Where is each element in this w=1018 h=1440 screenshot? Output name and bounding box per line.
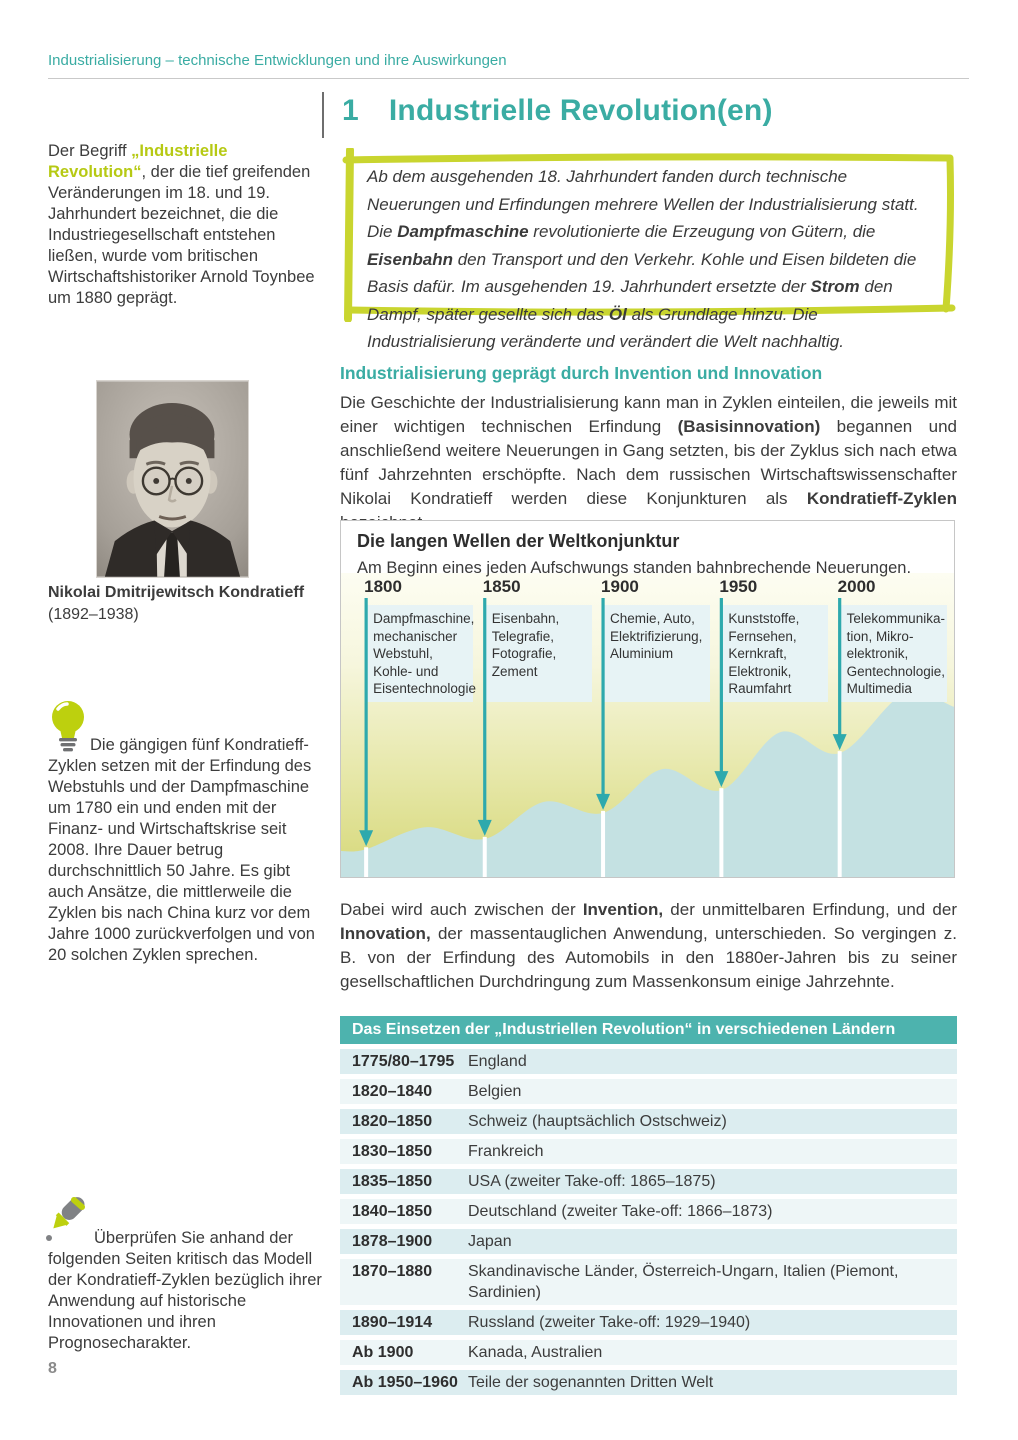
task-text: Überprüfen Sie anhand der folgenden Seiten kritisch das Modell der Kondratieff-Zyklen bezüglich ihrer Anwendung auf historische Innovationen und ihren Prognosecharakter. (48, 1229, 322, 1352)
table-row (340, 1139, 957, 1164)
table-header: Das Einsetzen der „Industriellen Revolution“ in verschiedenen Ländern (340, 1016, 957, 1044)
tip-text: Die gängigen fünf Kondratieff-Zyklen setzen mit der Erfindung des Webstuhls und der Dampfmaschine um 1780 ein und enden mit der Finanz- und Wirtschaftskrise seit 2008. Ihre Dauer betrug durchschnittlich 50 Jahre. Es gibt auch Ansätze, die mittlerweile die Zyklen bis nach China kurz vor dem Jahre 1000 zurückverfolgen und von 20 solchen Zyklen sprechen. (48, 736, 315, 964)
text-segment: der unmittelbaren Erfindung, und der (663, 900, 957, 919)
table-row (340, 1259, 957, 1305)
text-segment: (Basisinnovation) (677, 417, 821, 436)
timeline-guide-line (719, 788, 723, 877)
timeline-guide-line (601, 811, 605, 877)
text-segment: Strom (810, 277, 860, 296)
kondratieff-wave-chart (340, 520, 955, 878)
kondratieff-photo (96, 380, 249, 578)
text-segment: als Grundlage hinzu. Die Industrialisierung veränderte und verändert die Welt nachhaltig. (367, 304, 844, 351)
timeline-arrows (341, 521, 954, 877)
timeline-arrow-head (359, 830, 373, 846)
photo-caption-name: Nikolai Dmitrijewitsch Kondratieff (48, 584, 305, 601)
timeline-arrow-head (478, 820, 492, 836)
chart-year-label: 1900 (601, 577, 639, 596)
text-segment: Kondratieff-Zyklen (806, 489, 957, 508)
timeline-arrow-shaft (483, 598, 486, 821)
table-row (340, 1049, 957, 1074)
cell-period: 1835–1850 (352, 1173, 433, 1190)
photo-caption-years: (1892–1938) (48, 606, 139, 623)
text-segment: , der die tief greifenden Veränderungen im 18. und 19. Jahrhundert bezeichnet, die die Industriegesellschaft entstehen ließen, wurde vom britischen Wirtschaftshistoriker Arnold Toynbee um 1880 geprägt. (48, 163, 315, 307)
cell-period: 1890–1914 (352, 1314, 433, 1331)
cell-region: England (468, 1053, 527, 1070)
cell-region: Russland (zweiter Take-off: 1929–1940) (468, 1314, 751, 1331)
chart-year-label: 2000 (837, 577, 876, 596)
section-heading: Industrialisierung geprägt durch Invention und Innovation (340, 363, 823, 383)
table-row (340, 1079, 957, 1104)
header-rule (48, 78, 969, 79)
table-row (340, 1229, 957, 1254)
timeline-arrow-head (833, 734, 847, 750)
running-header: Industrialisierung – technische Entwicklungen und ihre Auswirkungen (48, 52, 507, 69)
cell-period: Ab 1900 (352, 1344, 414, 1361)
chapter-title-text: Industrielle Revolution(en) (388, 94, 773, 127)
cell-region: Frankreich (468, 1143, 544, 1160)
cell-region: Kanada, Australien (468, 1344, 603, 1361)
cell-period: 1840–1850 (352, 1203, 433, 1220)
timeline-arrow-head (596, 794, 610, 810)
text-segment: Invention, (582, 900, 664, 919)
text-segment: Eisenbahn (367, 249, 453, 269)
main-paragraph-2 (340, 898, 957, 994)
text-segment: Dampfmaschine (397, 222, 529, 241)
timeline-guide-line (364, 847, 368, 877)
text-segment: den Dampf, später gesellte sich das (367, 277, 893, 324)
timeline-arrow-shaft (720, 598, 723, 772)
cell-region: Schweiz (hauptsächlich Ostschweiz) (468, 1113, 727, 1130)
text-segment: Dabei wird auch zwischen der (340, 900, 583, 919)
cell-region: Deutschland (zweiter Take-off: 1866–1873) (468, 1203, 773, 1220)
intro-box (340, 148, 957, 351)
chart-event-box: Eisenbahn, Telegrafie, Fotografie, Zement (484, 605, 592, 702)
intro-box-text (367, 163, 933, 356)
text-segment: Der Begriff (48, 142, 132, 160)
table-row (340, 1370, 957, 1395)
table-row (340, 1199, 957, 1224)
text-segment: Ab dem ausgehenden 18. Jahrhundert fanden durch technische Neuerungen und Erfindungen mehrere Wellen der Industrialisierung statt. Die (367, 167, 919, 241)
text-segment: „Industrielle Revolution“ (48, 142, 228, 181)
sidebar-term-paragraph (48, 141, 324, 309)
chart-event-box: Chemie, Auto, Elektrifizierung, Aluminium (602, 605, 710, 702)
chapter-number: 1 (342, 94, 359, 127)
timeline-arrow-shaft (601, 598, 604, 795)
cell-period: 1878–1900 (352, 1233, 433, 1250)
countries-table (340, 1016, 957, 1400)
chart-event-box: Dampfmaschine, mechanischer Webstuhl, Kohle- und Eisentechnologie (365, 605, 473, 702)
table-row (340, 1169, 957, 1194)
text-segment: revolutionierte die Erzeugung von Gütern, die (528, 222, 876, 241)
cell-period: 1820–1850 (352, 1113, 433, 1130)
text-segment: der massentauglichen Anwendung, unterschieden. So vergingen z. B. von der Erfindung des Automobils in den 1880er-Jahren bis zu seiner gesellschaftlichen Durchdringung zum Massenkonsum einige Jahrzehnte. (340, 924, 957, 991)
timeline-guide-line (483, 837, 487, 877)
chart-year-label: 1850 (482, 577, 521, 596)
chart-year-label: 1800 (364, 577, 402, 596)
cell-period: 1830–1850 (352, 1143, 433, 1160)
chart-event-box: Kunststoffe, Fernsehen, Kernkraft, Elektronik, Raumfahrt (720, 605, 828, 702)
main-paragraph-1 (340, 391, 957, 535)
timeline-arrow-shaft (365, 598, 368, 831)
cell-period: 1775/80–1795 (352, 1053, 455, 1070)
text-segment: Öl (608, 304, 627, 324)
photo-caption (48, 582, 324, 626)
cell-region: Japan (468, 1233, 512, 1250)
timeline-arrow-shaft (838, 598, 841, 735)
chart-year-label: 1950 (719, 577, 758, 596)
cell-period: Ab 1950–1960 (352, 1374, 458, 1391)
cell-region: Belgien (468, 1083, 522, 1100)
text-segment: begannen und anschließend weitere Neuerungen in Gang setzten, bis der Zyklus sich nach etwa fünf Jahrzehnten erschöpfte. Nach dem russischen Wirtschaftswissenschafter Nikolai Kondratieff werden diese Konjunkturen als (340, 417, 957, 508)
page-number: 8 (48, 1360, 57, 1377)
cell-region: USA (zweiter Take-off: 1865–1875) (468, 1173, 716, 1190)
text-segment: den Transport und den Verkehr. Kohle und Eisen bildeten die Basis dafür. Im ausgehenden 19. Jahrhundert ersetzte der (367, 249, 917, 296)
timeline-guide-line (838, 751, 842, 877)
portrait-illustration (97, 381, 248, 577)
chapter-title-rule (322, 92, 324, 138)
cell-region: Skandinavische Länder, Österreich-Ungarn, Italien (Piemont, Sardinien) (468, 1263, 899, 1301)
chart-event-box: Telekommunika- tion, Mikro- elektronik, Gentechnologie, Multimedia (839, 605, 947, 702)
table-row (340, 1109, 957, 1134)
cell-region: Teile der sogenannten Dritten Welt (468, 1374, 714, 1391)
cell-period: 1870–1880 (352, 1263, 433, 1280)
chart-title: Die langen Wellen der Weltkonjunktur (357, 531, 680, 551)
table-row (340, 1310, 957, 1335)
chart-subtitle: Am Beginn eines jeden Aufschwungs standen bahnbrechende Neuerungen. (357, 559, 912, 577)
cell-period: 1820–1840 (352, 1083, 433, 1100)
table-row (340, 1340, 957, 1365)
text-segment: Die Geschichte der Industrialisierung kann man in Zyklen einteilen, die jeweils mit einer wichtigen technischen Erfindung (340, 393, 957, 436)
text-segment: Innovation, (340, 924, 431, 943)
chapter-title (342, 94, 773, 128)
timeline-arrow-head (714, 771, 728, 787)
